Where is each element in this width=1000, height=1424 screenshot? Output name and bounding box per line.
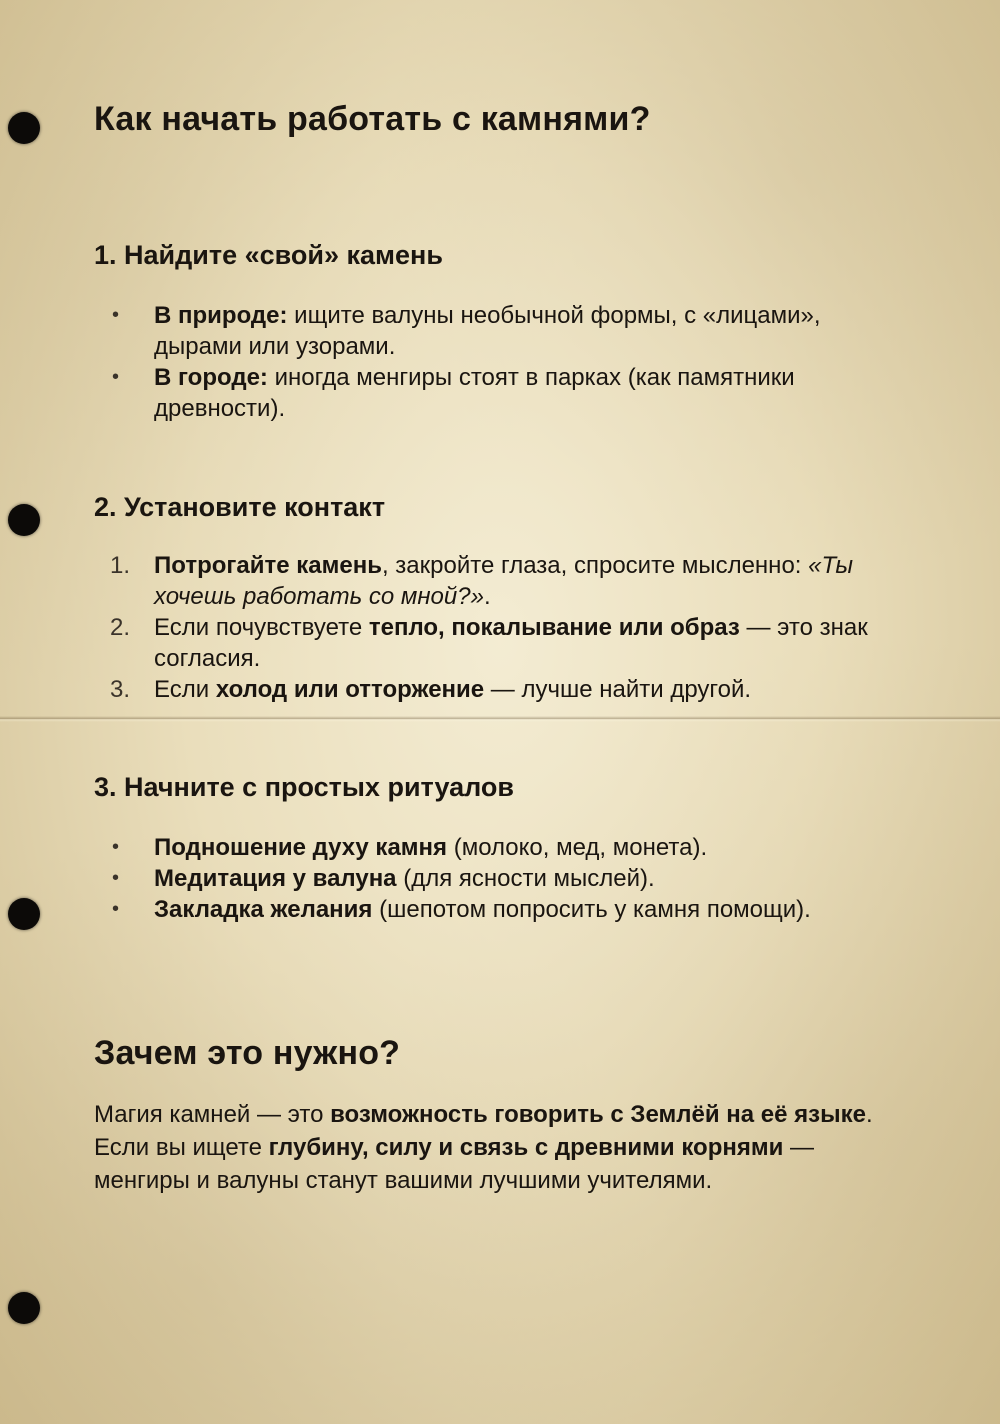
bullet-icon: • — [112, 366, 120, 388]
list-item: 1. Потрогайте камень, закройте глаза, спросите мысленно: «Ты хочешь работать со мной?». — [110, 552, 853, 610]
page-title: Как начать работать с камнями? — [94, 100, 651, 138]
punch-hole — [8, 504, 40, 536]
bullet-icon: • — [112, 304, 120, 326]
punch-hole — [8, 112, 40, 144]
rituals-list — [94, 832, 914, 925]
bullet-icon: • — [112, 867, 120, 889]
punch-hole — [8, 1292, 40, 1324]
section-heading-rituals: 3. Начните с простых ритуалов — [94, 772, 515, 802]
section-heading-find-stone: 1. Найдите «свой» камень — [94, 240, 443, 270]
list-item: • Подношение духу камня (молоко, мед, монета). — [112, 834, 708, 861]
section-heading-contact: 2. Установите контакт — [94, 492, 386, 522]
bullet-icon: • — [112, 898, 120, 920]
list-item: 3. Если холод или отторжение — лучше найти другой. — [110, 676, 752, 703]
list-item: • В природе: ищите валуны необычной формы, с «лицами», дырами или узорами. — [112, 302, 821, 360]
why-paragraph: Магия камней — это возможность говорить с Землёй на её языке. Если вы ищете глубину, силу и связь с древними корнями — менгиры и валуны станут вашими лучшими учителями. — [94, 1101, 873, 1194]
find-stone-list — [94, 300, 914, 424]
list-item: • В городе: иногда менгиры стоят в парках (как памятники древности). — [112, 364, 795, 422]
why-heading: Зачем это нужно? — [94, 1034, 401, 1072]
list-item: 2. Если почувствуете тепло, покалывание или образ — это знак согласия. — [110, 614, 868, 672]
punch-hole — [8, 898, 40, 930]
bullet-icon: • — [112, 836, 120, 858]
list-item: • Закладка желания (шепотом попросить у камня помощи). — [112, 896, 811, 923]
paper-fold-line — [0, 716, 1000, 722]
list-item: • Медитация у валуна (для ясности мыслей). — [112, 865, 655, 892]
contact-steps-list — [94, 550, 914, 705]
